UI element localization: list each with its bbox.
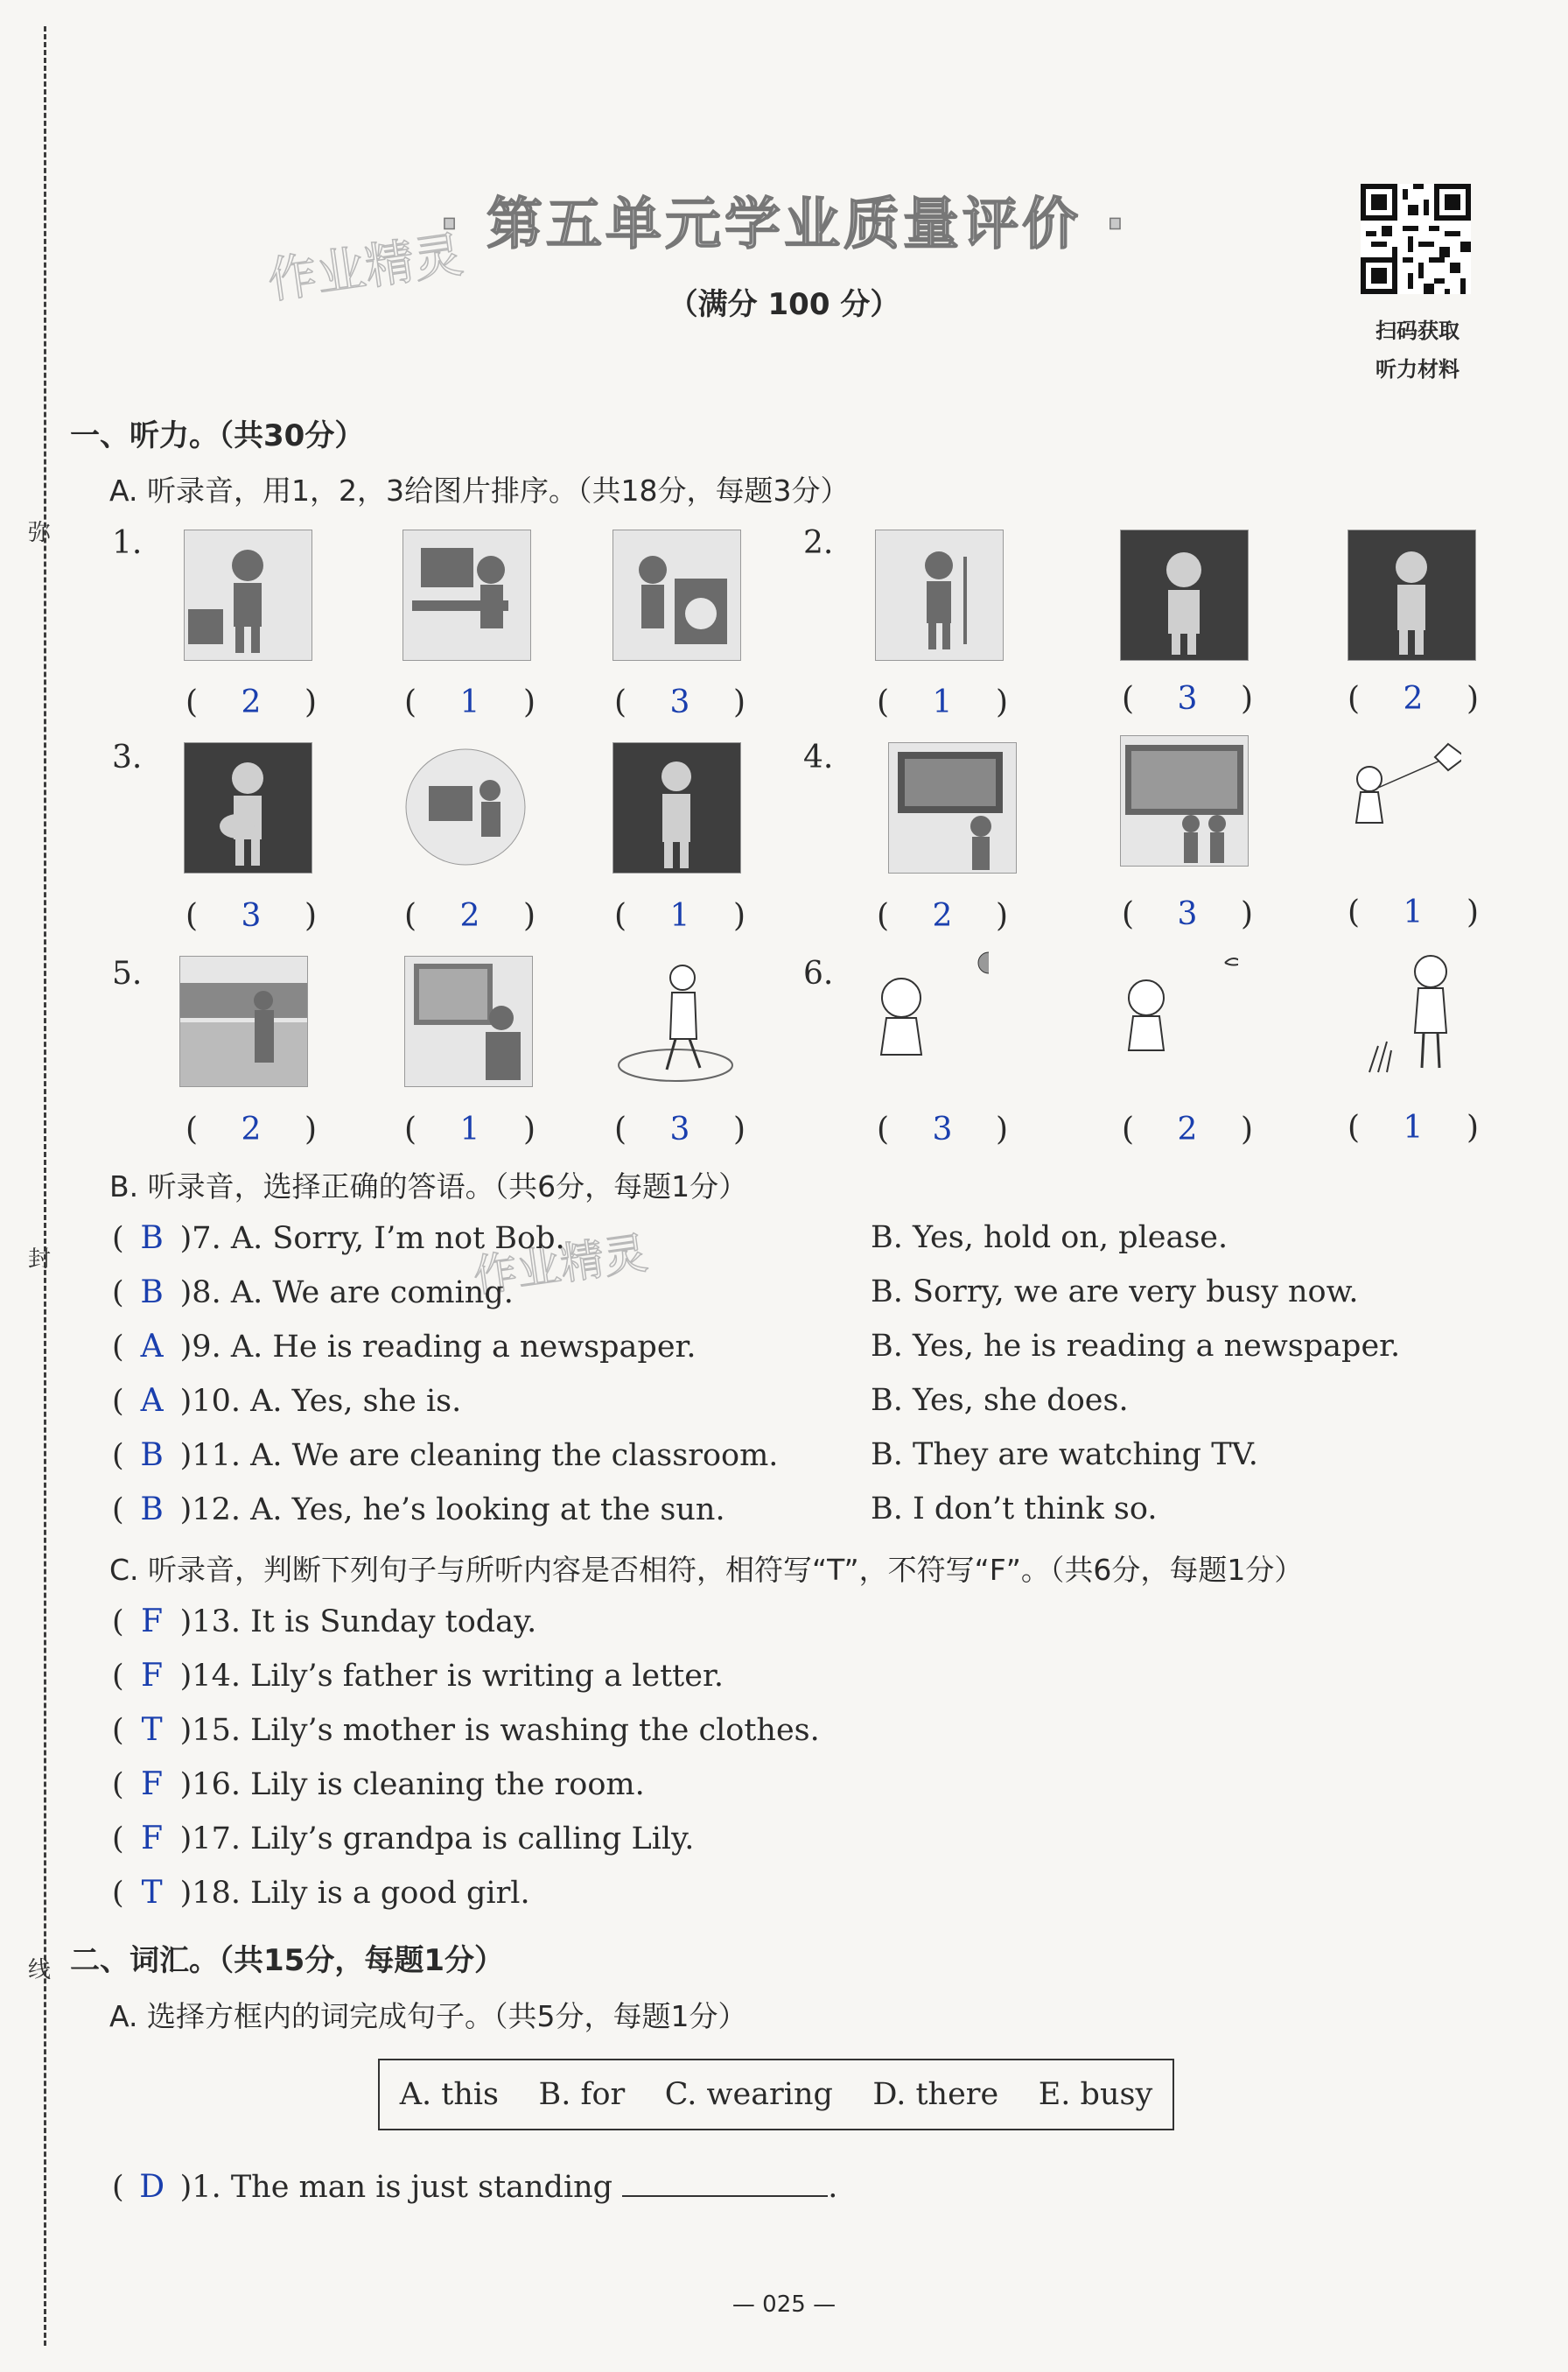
question-13: ( F )13. It is Sunday today. <box>112 1604 537 1639</box>
answer-slot: ( 2 ) <box>1122 1112 1253 1147</box>
qr-label-line2: 听力材料 <box>1376 357 1460 382</box>
word-option: C. wearing <box>664 2077 833 2112</box>
question-18: ( T )18. Lily is a good girl. <box>112 1875 530 1911</box>
word-option: D. there <box>872 2077 999 2112</box>
answer-slot: ( 2 ) <box>404 898 536 934</box>
page-subtitle: （满分 100 分） <box>668 287 900 322</box>
option-b-11: B. They are watching TV. <box>871 1437 1258 1472</box>
vocab-question-1: ( D )1. The man is just standing . <box>112 2169 838 2205</box>
answer-slot: ( 3 ) <box>186 898 317 934</box>
group-number: 3. <box>112 740 143 775</box>
answer-slot: ( 1 ) <box>404 684 536 720</box>
word-option: E. busy <box>1038 2077 1153 2112</box>
option-b-7: B. Yes, hold on, please. <box>871 1220 1228 1255</box>
picture-girl-phone <box>184 530 312 661</box>
answer-slot: ( 3 ) <box>614 1112 746 1147</box>
answer-slot: ( 1 ) <box>614 898 746 934</box>
word-option: A. this <box>399 2077 500 2112</box>
picture-boy-mopping <box>875 530 1004 661</box>
group-number: 2. <box>803 525 834 561</box>
picture-man-bridge <box>179 956 308 1087</box>
picture-clown-stage <box>1120 530 1249 661</box>
qr-code[interactable] <box>1361 184 1471 294</box>
answer-slot: ( 3 ) <box>877 1112 1008 1147</box>
question-15: ( T )15. Lily’s mother is washing the clothes. <box>112 1712 820 1748</box>
picture-girl-sun <box>862 950 989 1079</box>
margin-char-mi: 弥 <box>28 520 52 546</box>
answer-slot: ( 2 ) <box>186 1112 317 1147</box>
question-10: ( A )10. A. Yes, she is. <box>112 1383 462 1419</box>
picture-girl-bird <box>1111 950 1238 1079</box>
answer-slot: ( 3 ) <box>614 684 746 720</box>
picture-family-piano <box>402 742 529 872</box>
question-9: ( A )9. A. He is reading a newspaper. <box>112 1329 696 1365</box>
picture-girl-grass <box>1352 950 1479 1079</box>
question-16: ( F )16. Lily is cleaning the room. <box>112 1766 645 1802</box>
part-b-title: B. 听录音，选择正确的答语。（共6分，每题1分） <box>109 1169 748 1204</box>
answer-slot: ( 1 ) <box>877 684 1008 720</box>
option-b-10: B. Yes, she does. <box>871 1383 1129 1418</box>
watermark-logo: 作业精灵 <box>264 226 467 311</box>
binding-dashed-line <box>44 26 46 2346</box>
picture-boy-computer <box>402 530 531 661</box>
margin-char-xian: 线 <box>28 1957 52 1983</box>
section2-part-a-title: A. 选择方框内的词完成句子。（共5分，每题1分） <box>109 1999 747 2033</box>
group-number: 1. <box>112 525 143 561</box>
margin-char-feng: 封 <box>28 1246 52 1273</box>
picture-grandpa-walking <box>612 956 739 1085</box>
picture-girl-painting <box>888 742 1017 874</box>
answer-blank[interactable] <box>622 2169 828 2197</box>
word-bank-box <box>378 2059 1174 2130</box>
question-11: ( B )11. A. We are cleaning the classroom. <box>112 1437 779 1473</box>
part-a-title: A. 听录音，用1，2，3给图片排序。（共18分，每题3分） <box>109 474 850 508</box>
group-number: 5. <box>112 956 143 992</box>
qr-label-line1: 扫码获取 <box>1376 319 1460 343</box>
question-17: ( F )17. Lily’s grandpa is calling Lily. <box>112 1821 695 1856</box>
question-8: ( B )8. A. We are coming. <box>112 1274 514 1310</box>
section-vocabulary-title: 二、词汇。（共15分，每题1分） <box>70 1943 504 1978</box>
answer-slot: ( 2 ) <box>877 898 1008 934</box>
option-b-9: B. Yes, he is reading a newspaper. <box>871 1329 1401 1364</box>
question-7: ( B )7. A. Sorry, I’m not Bob. <box>112 1220 565 1256</box>
answer-slot: ( 2 ) <box>1348 681 1479 717</box>
word-option: B. for <box>538 2077 626 2112</box>
answer-slot: ( 3 ) <box>1122 896 1253 932</box>
answer-slot: ( 1 ) <box>404 1112 536 1147</box>
picture-children-painting <box>1120 735 1249 867</box>
answer-slot: ( 2 ) <box>186 684 317 720</box>
picture-man-window <box>404 956 533 1087</box>
group-number: 4. <box>803 740 834 775</box>
picture-girl-kite <box>1334 735 1461 865</box>
watermark-logo: 作业精灵 <box>470 1227 651 1302</box>
picture-man-stage <box>612 742 741 874</box>
option-b-8: B. Sorry, we are very busy now. <box>871 1274 1359 1309</box>
part-c-title: C. 听录音，判断下列句子与所听内容是否相符，相符写“T”，不符写“F”。（共6分，每题1分） <box>109 1553 1304 1587</box>
picture-girl-washing <box>612 530 741 661</box>
page-title: · 第五单元学业质量评价 · <box>438 193 1130 257</box>
answer-slot: ( 3 ) <box>1122 681 1253 717</box>
question-12: ( B )12. A. Yes, he’s looking at the sun. <box>112 1491 725 1527</box>
section-listening-title: 一、听力。（共30分） <box>70 418 365 453</box>
option-b-12: B. I don’t think so. <box>871 1491 1158 1526</box>
answer-slot: ( 1 ) <box>1348 895 1479 930</box>
page-number: — 025 — <box>732 2291 836 2318</box>
answer-slot: ( 1 ) <box>1348 1110 1479 1146</box>
picture-girl-stage <box>1348 530 1476 661</box>
picture-boy-guitar <box>184 742 312 874</box>
group-number: 6. <box>803 956 834 992</box>
question-14: ( F )14. Lily’s father is writing a letter. <box>112 1658 724 1694</box>
